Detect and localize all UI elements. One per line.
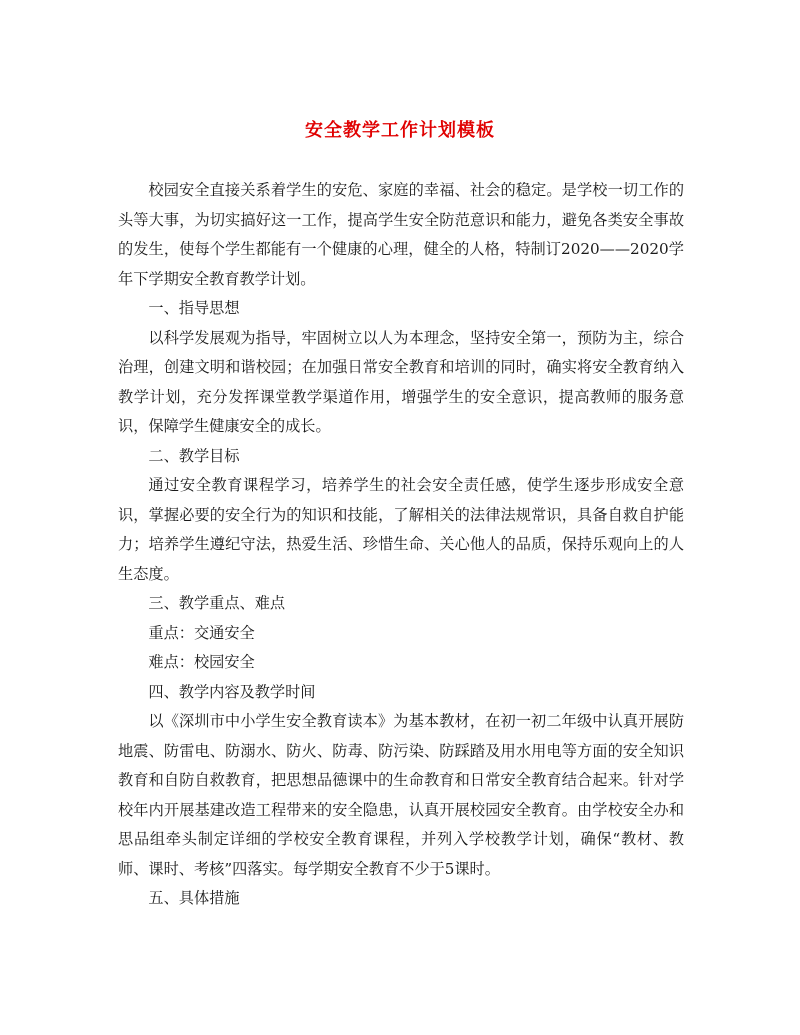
section-heading-teaching-goals: 二、教学目标 — [148, 446, 240, 465]
guiding-ideology-paragraph: 以科学发展观为指导，牢固树立以人为本理念，坚持安全第一，预防为主，综合治理，创建文明和谐校园；在加强日常安全教育和培训的同时，确实将安全教育纳入教学计划，充分发挥课堂教学渠道作用，增强学生的安全意识，提高教师的服务意识，保障学生健康安全的成长。 — [118, 328, 684, 435]
document-title: 安全教学工作计划模板 — [305, 120, 495, 141]
intro-paragraph: 校园安全直接关系着学生的安危、家庭的幸福、社会的稳定。是学校一切工作的头等大事，为切实搞好这一工作，提高学生安全防范意识和能力，避免各类安全事故的发生，使每个学生都能有一个健康的心理，健全的人格，特制订2020——2020学年下学期安全教育教学计划。 — [118, 181, 684, 288]
key-point-line: 重点：交通安全 — [148, 623, 255, 642]
section-heading-measures: 五、具体措施 — [148, 889, 240, 907]
document-body — [118, 176, 684, 914]
section-heading-key-points: 三、教学重点、难点 — [148, 594, 286, 612]
teaching-goals-paragraph: 通过安全教育课程学习，培养学生的社会安全责任感，使学生逐步形成安全意识，掌握必要的安全行为的知识和技能，了解相关的法律法规常识，具备自救自护能力；培养学生遵纪守法，热爱生活、珍惜生命、关心他人的品质，保持乐观向上的人生态度。 — [118, 476, 684, 583]
difficult-point-line: 难点：校园安全 — [148, 653, 255, 671]
section-heading-guiding-ideology: 一、指导思想 — [148, 299, 240, 317]
section-heading-content-time: 四、教学内容及教学时间 — [148, 682, 316, 701]
content-time-paragraph: 以《深圳市中小学生安全教育读本》为基本教材，在初一初二年级中认真开展防地震、防雷电、防溺水、防火、防毒、防污染、防踩踏及用水用电等方面的安全知识教育和自防自救教育，把思想品德课中的生命教育和日常安全教育结合起来。针对学校年内开展基建改造工程带来的安全隐患，认真开展校园安全教育。由学校安全办和思品组牵头制定详细的学校安全教育课程，并列入学校教学计划，确保“教材、教师、课时、考核”四落实。每学期安全教育不少于5课时。 — [118, 712, 684, 878]
